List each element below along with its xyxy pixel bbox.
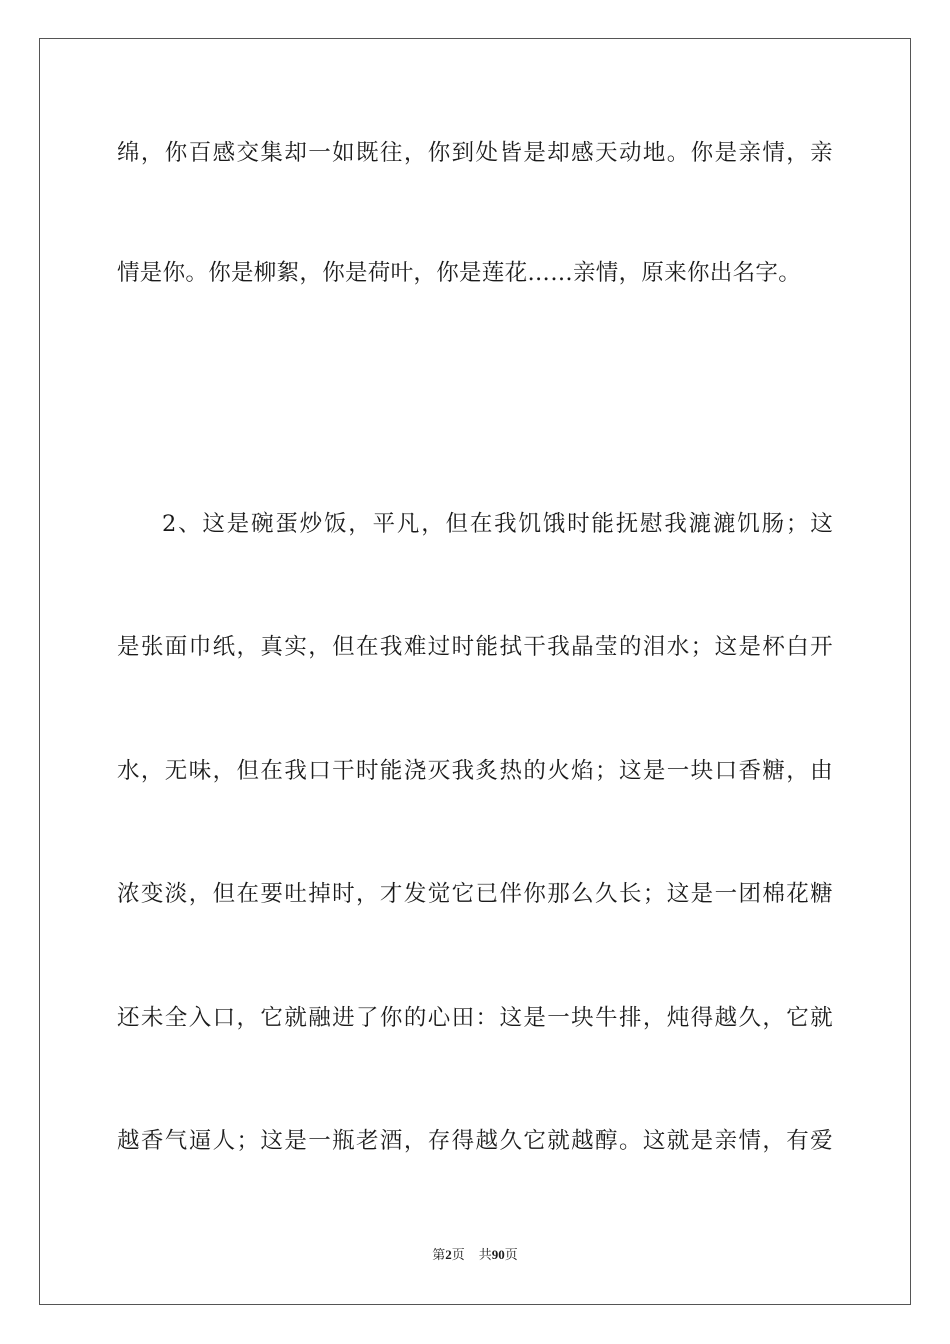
paragraph-2-line-1: 2、这是碗蛋炒饭，平凡，但在我饥饿时能抚慰我漉漉饥肠；这: [162, 511, 833, 537]
page-prefix: 第: [432, 1247, 446, 1262]
total-prefix: 共: [478, 1247, 492, 1262]
paragraph-2-line-6: 越香气逼人；这是一瓶老酒，存得越久它就越醇。这就是亲情，有爱: [117, 1128, 833, 1154]
total-suffix: 页: [504, 1247, 518, 1262]
paragraph-1-line-1: 绵，你百感交集却一如既往，你到处皆是却感天动地。你是亲情，亲: [117, 140, 833, 166]
paragraph-1-line-2: 情是你。你是柳絮，你是荷叶，你是莲花……亲情，原来你出名字。: [117, 260, 802, 286]
current-page-number: 2: [445, 1247, 452, 1262]
paragraph-2-line-2: 是张面巾纸，真实，但在我难过时能拭干我晶莹的泪水；这是杯白开: [117, 634, 833, 660]
paragraph-2-line-4: 浓变淡，但在要吐掉时，才发觉它已伴你那么久长；这是一团棉花糖: [117, 881, 833, 907]
paragraph-2-line-3: 水，无味，但在我口干时能浇灭我炙热的火焰；这是一块口香糖，由: [117, 758, 833, 784]
paragraph-2-line-5: 还未全入口，它就融进了你的心田：这是一块牛排，炖得越久，它就: [117, 1005, 833, 1031]
page-suffix: 页: [451, 1247, 465, 1262]
page-footer: [0, 1246, 950, 1264]
page-border: [39, 38, 911, 1305]
total-pages-number: 90: [491, 1247, 505, 1262]
